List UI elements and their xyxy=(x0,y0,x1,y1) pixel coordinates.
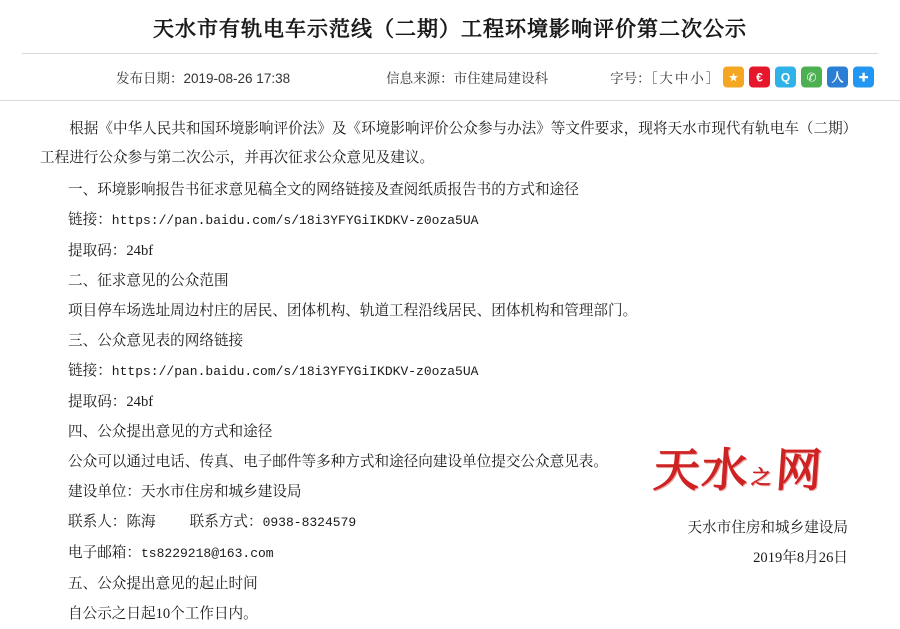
qq-zone-icon[interactable]: Q xyxy=(775,67,796,88)
section-heading-4: 四、公众提出意见的方式和途径 xyxy=(68,424,273,440)
email-label: 电子邮箱： xyxy=(68,545,141,561)
signoff-date: 2019年8月26日 xyxy=(753,550,848,566)
section-heading-3: 三、公众意见表的网络链接 xyxy=(68,333,244,349)
opinion-form-extract-code: 提取码：24bf xyxy=(68,394,154,410)
contact-person-name: 陈海 xyxy=(126,514,156,530)
deadline-text: 自公示之日起10个工作日内。 xyxy=(68,606,258,622)
favorite-star-icon[interactable]: ★ xyxy=(723,67,744,88)
font-size-small-button[interactable]: 小 xyxy=(690,71,706,86)
report-extract-code: 提取码：24bf xyxy=(68,243,154,259)
report-link-label: 链接： xyxy=(68,212,112,228)
intro-paragraph: 根据《中华人民共和国环境影响评价法》及《环境影响评价公众参与办法》等文件要求，现将天水市现代有轨电车（二期）工程进行公众参与第二次公示，并再次征求公众意见及建议。 xyxy=(40,121,850,166)
section-heading-5: 五、公众提出意见的起止时间 xyxy=(68,576,258,592)
font-size-switcher xyxy=(610,67,721,87)
publish-date-value: 2019-08-26 17:38 xyxy=(183,71,291,86)
source-value: 市住建局建设科 xyxy=(453,71,549,86)
opinion-form-link-label: 链接： xyxy=(68,363,112,379)
construction-unit-text: 建设单位：天水市住房和城乡建设局 xyxy=(68,484,302,500)
publish-date-label: 发布日期： xyxy=(116,71,184,86)
page-title: 天水市有轨电车示范线（二期）工程环境影响评价第二次公示 xyxy=(153,17,747,41)
opinion-form-link-url[interactable]: https://pan.baidu.com/s/18i3YFYGiIKDKV-z0oza5UA xyxy=(111,364,479,379)
watermark-char-small: 之 xyxy=(750,466,775,489)
watermark-char-2: 水 xyxy=(699,445,752,496)
font-size-large-button[interactable]: 大 xyxy=(659,71,675,86)
watermark-char-1: 天 xyxy=(651,445,704,496)
sina-weibo-icon[interactable]: € xyxy=(749,67,770,88)
wechat-icon[interactable]: ✆ xyxy=(801,67,822,88)
site-watermark-logo xyxy=(624,432,854,502)
bracket-close: ］ xyxy=(705,71,722,86)
font-size-medium-button[interactable]: 中 xyxy=(674,71,691,86)
bracket-open: ［ xyxy=(650,71,660,86)
section-heading-2: 二、征求意见的公众范围 xyxy=(68,273,229,289)
section-heading-1: 一、环境影响报告书征求意见稿全文的网络链接及查阅纸质报告书的方式和途径 xyxy=(68,182,579,198)
signoff-block xyxy=(687,513,848,573)
watermark-char-3: 网 xyxy=(773,445,826,496)
opinion-form-link-row xyxy=(40,356,852,387)
contact-person-label: 联系人： xyxy=(68,514,127,530)
more-share-icon[interactable]: ✚ xyxy=(853,67,874,88)
watermark-text xyxy=(652,434,827,500)
email-value[interactable]: ts8229218@163.com xyxy=(140,546,274,561)
contact-phone-label: 联系方式： xyxy=(189,514,263,530)
source-label: 信息来源： xyxy=(386,71,454,86)
public-scope-text: 项目停车场选址周边村庄的居民、团体机构、轨道工程沿线居民、团体机构和管理部门。 xyxy=(68,303,638,319)
contact-phone-value: 0938-8324579 xyxy=(262,515,357,530)
renren-icon[interactable]: 人 xyxy=(827,67,848,88)
article-metabar xyxy=(0,54,900,101)
report-link-row xyxy=(40,205,852,236)
font-size-label: 字号： xyxy=(610,71,651,86)
submission-methods-text: 公众可以通过电话、传真、电子邮件等多种方式和途径向建设单位提交公众意见表。 xyxy=(68,454,608,470)
signoff-organization: 天水市住房和城乡建设局 xyxy=(687,520,848,536)
share-icon-bar xyxy=(723,67,874,88)
article-source xyxy=(386,67,548,87)
report-link-url[interactable]: https://pan.baidu.com/s/18i3YFYGiIKDKV-z0oza5UA xyxy=(111,213,479,228)
publish-date xyxy=(116,67,290,87)
